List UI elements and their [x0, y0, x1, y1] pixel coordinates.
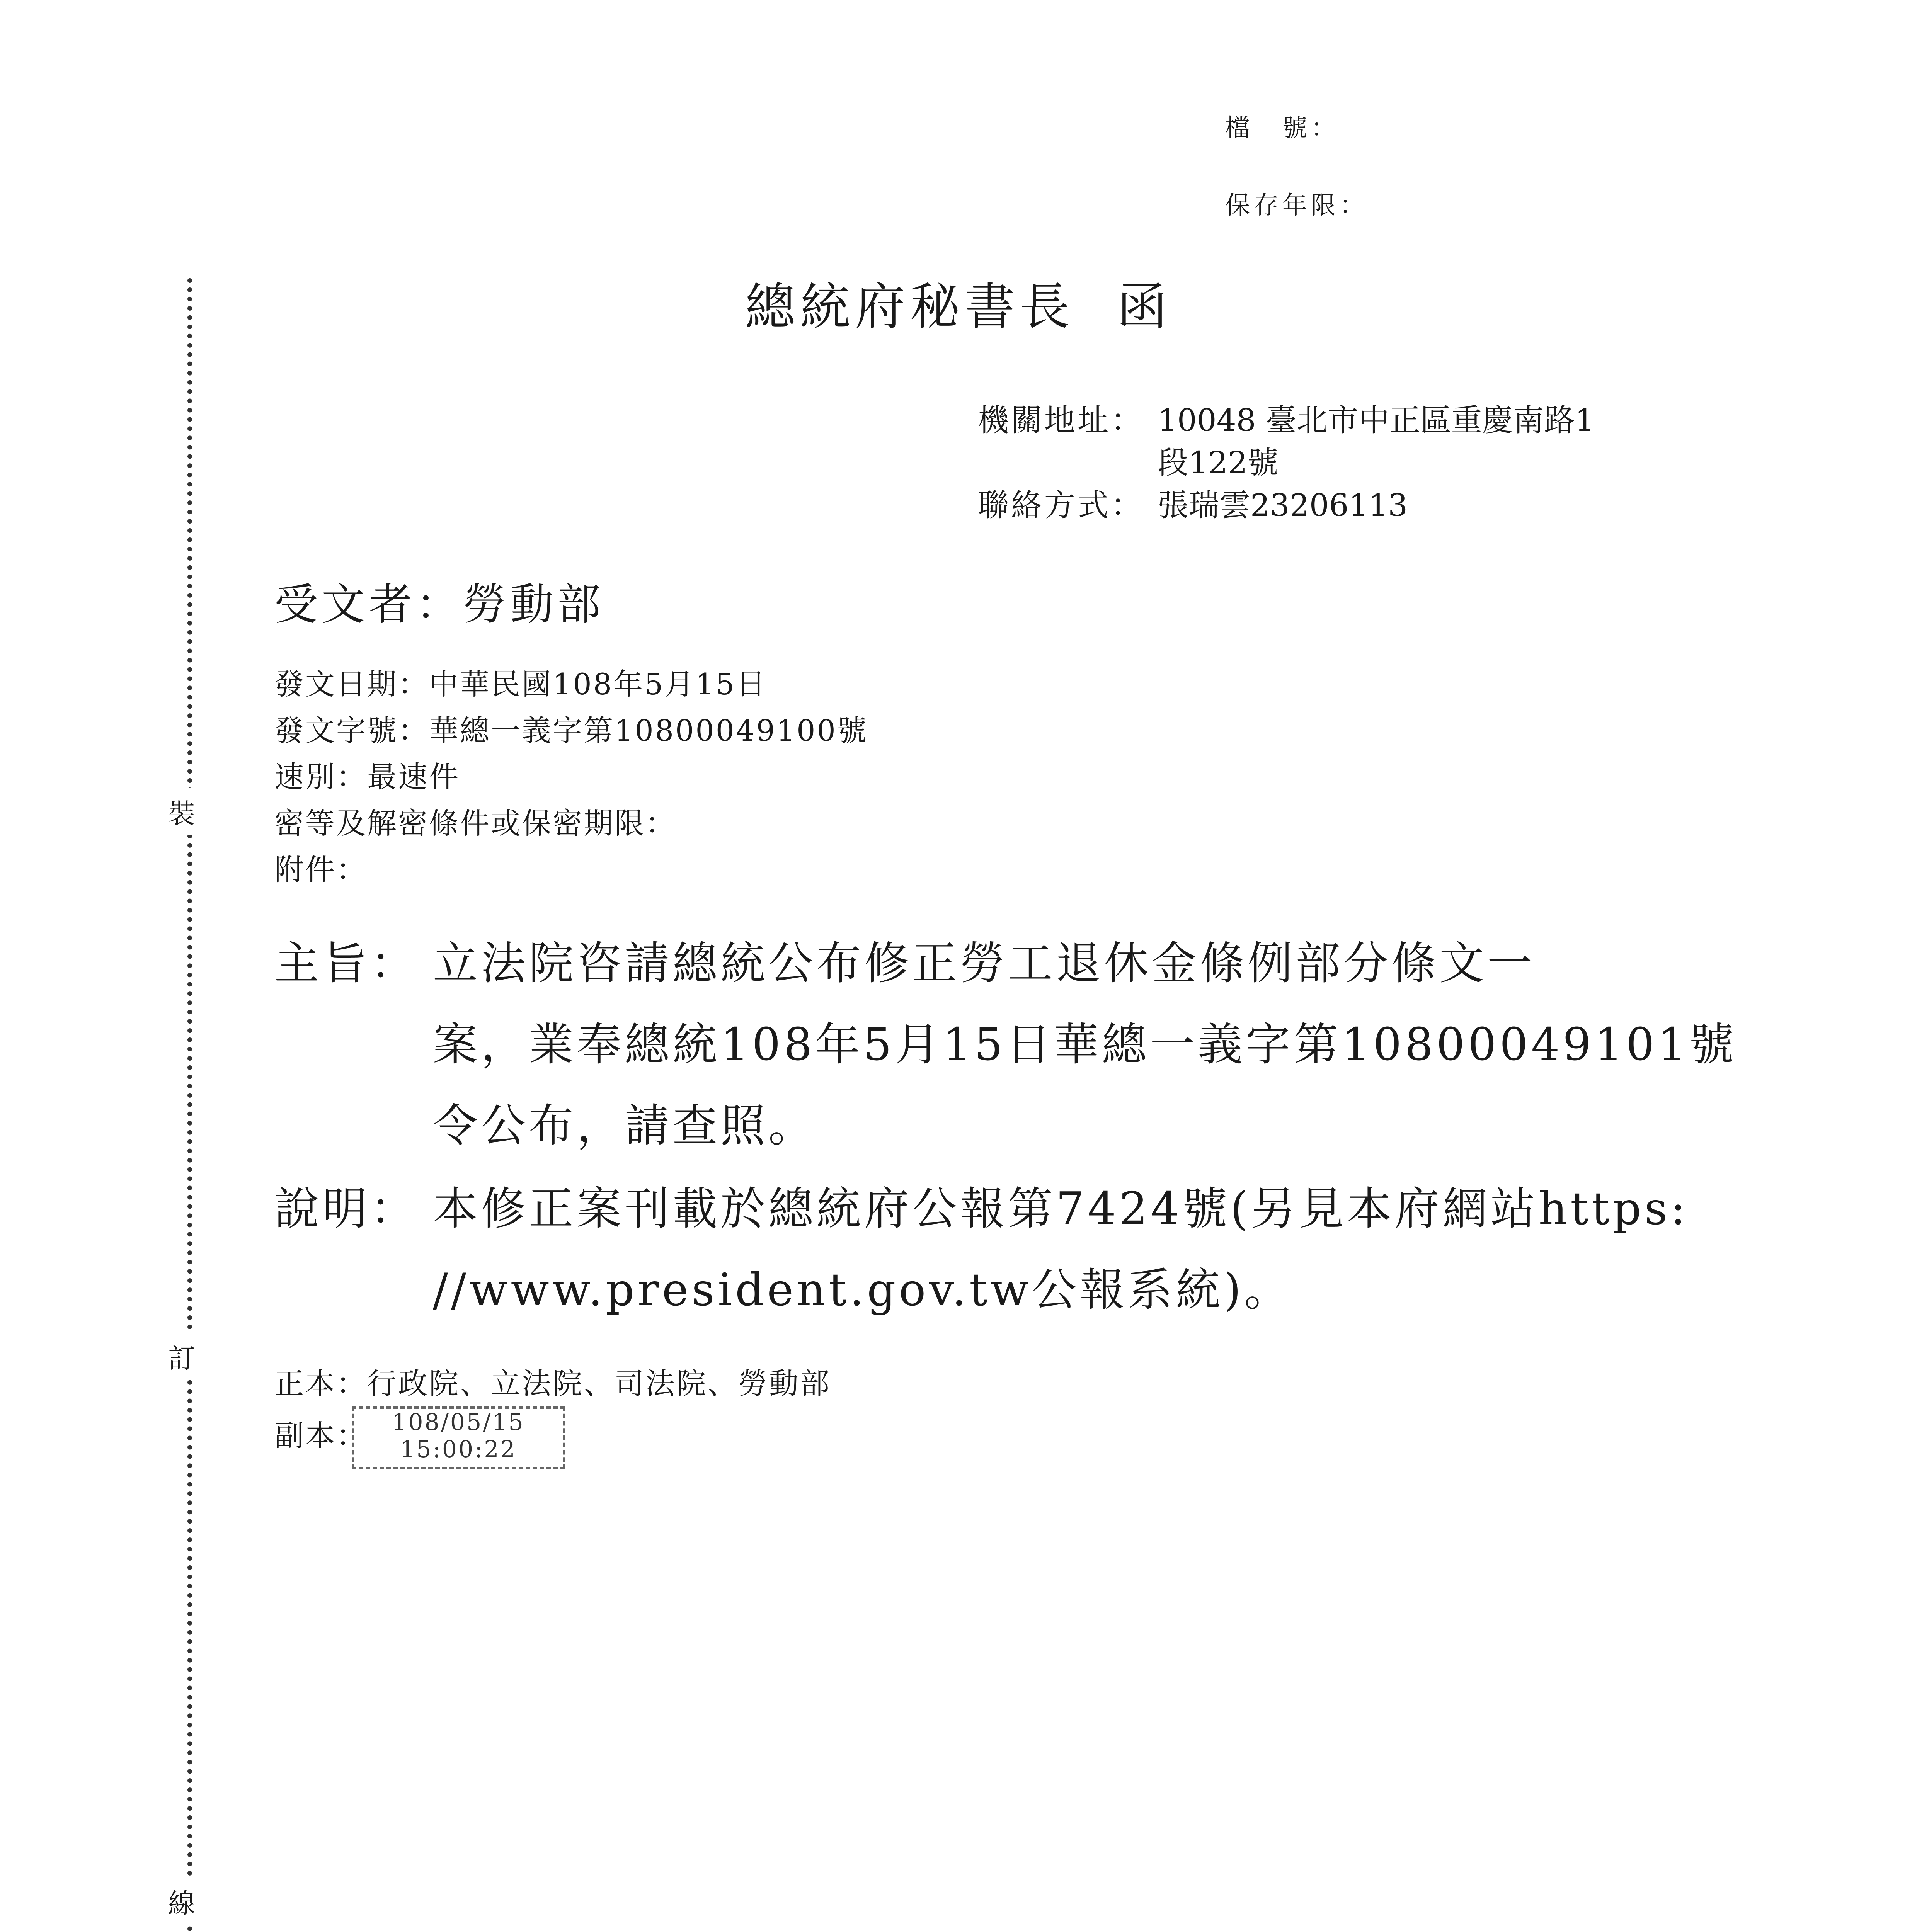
received-stamp: [352, 1406, 565, 1469]
explanation-line2: //www.president.gov.tw公報系統)。: [433, 1264, 1292, 1316]
explanation-label: 說明：: [274, 1183, 418, 1235]
address-value-line1: 10048 臺北市中正區重慶南路1: [1158, 402, 1595, 438]
binding-mark-bottom: 線: [168, 1878, 195, 1925]
agency-contact-row: [978, 487, 1408, 524]
explanation-row: [274, 1173, 1689, 1237]
retention-period-label: 保存年限：: [1225, 191, 1368, 220]
stamp-time: 15:00:22: [400, 1436, 517, 1463]
subject-row: [274, 927, 1535, 992]
subject-line3: 令公布，請查照。: [433, 1100, 816, 1152]
subject-line1: 立法院咨請總統公布修正勞工退休金條例部分條文一: [433, 937, 1535, 990]
subject-line2: 案，業奉總統108年5月15日華總一義字第10800049101號: [433, 1019, 1737, 1071]
contact-label: 聯絡方式：: [978, 487, 1144, 523]
recipient: 受文者：勞動部: [274, 580, 604, 630]
binding-mark-middle: 訂: [168, 1333, 195, 1380]
contact-value: 張瑞雲23206113: [1158, 487, 1408, 523]
binding-dotted-line: [187, 278, 192, 1932]
address-label: 機關地址：: [978, 402, 1144, 438]
document-type: 函: [1117, 277, 1172, 336]
file-number-label: 檔 號：: [1225, 114, 1340, 143]
address-value-line2: 段122號: [1158, 445, 1279, 481]
confidentiality: 密等及解密條件或保密期限：: [274, 806, 676, 840]
stamp-date: 108/05/15: [392, 1409, 525, 1436]
priority: 速別：最速件: [274, 760, 460, 794]
agency-address-row: [978, 402, 1595, 439]
explanation-line1: 本修正案刊載於總統府公報第7424號(另見本府網站https:: [433, 1183, 1689, 1235]
original-recipients: 正本：行政院、立法院、司法院、勞動部: [274, 1366, 831, 1401]
copy-recipients: 副本：: [274, 1418, 367, 1453]
issue-number: 發文字號：華總一義字第10800049100號: [274, 713, 868, 748]
document-title: [0, 267, 1917, 339]
attachment: 附件：: [274, 852, 367, 887]
binding-mark-top: 裝: [168, 788, 195, 835]
issue-date: 發文日期：中華民國108年5月15日: [274, 667, 767, 701]
subject-label: 主旨：: [274, 937, 418, 990]
issuing-organization: 總統府秘書長: [745, 277, 1074, 336]
